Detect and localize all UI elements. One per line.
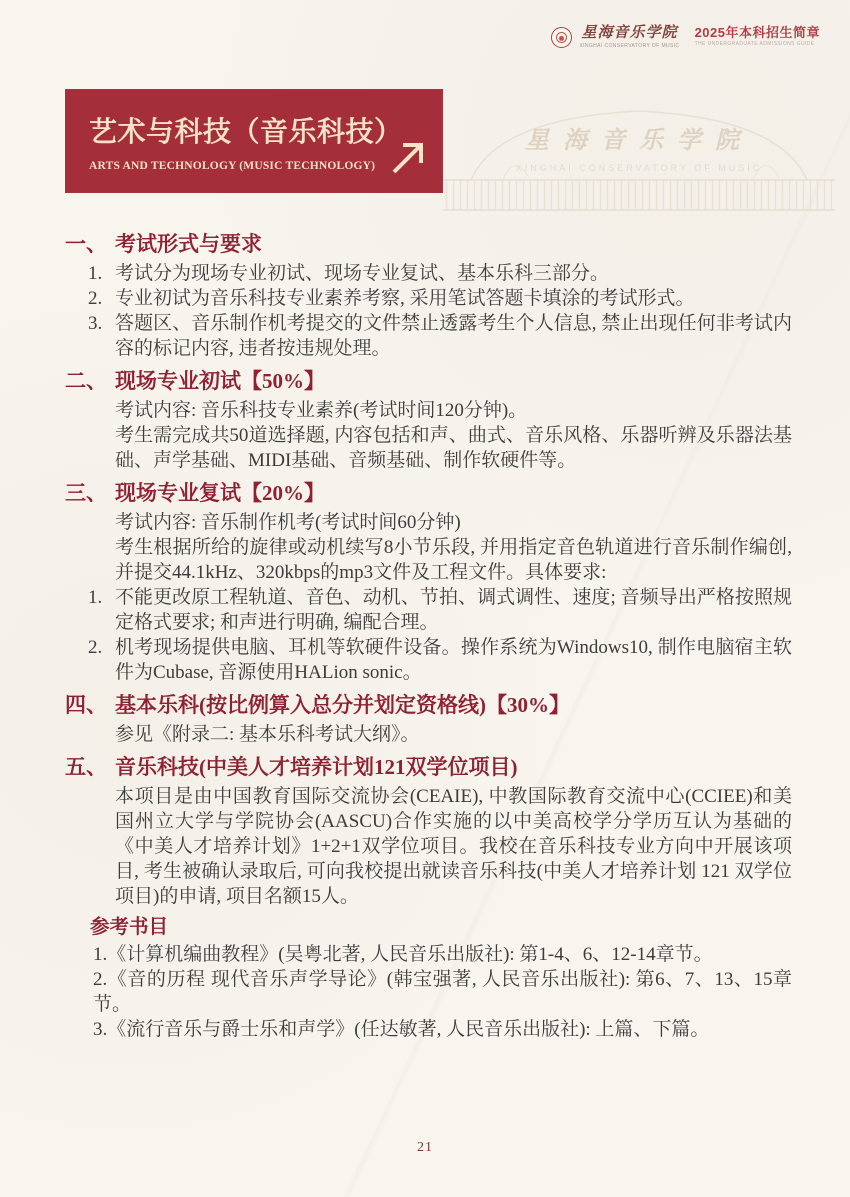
list-item <box>88 261 792 286</box>
watermark-school-name: 星海音乐学院 <box>525 128 753 154</box>
list-text: 答题区、音乐制作机考提交的文件禁止透露考生个人信息, 禁止出现任何非考试内容的标记内容, 违者按违规处理。 <box>115 313 792 359</box>
page-header <box>551 26 820 49</box>
section-4-heading <box>65 692 792 719</box>
school-seal-icon <box>556 32 567 43</box>
section-number: 一、 <box>65 232 107 256</box>
school-name-en: XINGHAI CONSERVATORY OF MUSIC <box>579 43 680 49</box>
major-title: 艺术与科技（音乐科技） <box>89 117 403 148</box>
list-text: 不能更改原工程轨道、音色、动机、节拍、调式调性、速度; 音频导出严格按照规定格式要求; 和声进行明确, 编配合理。 <box>115 587 792 633</box>
section-2-heading <box>65 368 792 395</box>
paragraph: 考试内容: 音乐制作机考(考试时间60分钟) <box>115 512 461 533</box>
section-title: 现场专业复试【20%】 <box>115 481 325 505</box>
list-text: 机考现场提供电脑、耳机等软硬件设备。操作系统为Windows10, 制作电脑宿主软件为Cubase, 音源使用HALion sonic。 <box>115 637 792 683</box>
section-number: 三、 <box>65 481 107 505</box>
list-text: 专业初试为音乐科技专业素养考察, 采用笔试答题卡填涂的考试形式。 <box>115 288 695 309</box>
list-item <box>88 311 792 361</box>
arrow-up-right-icon <box>389 139 427 177</box>
reference-item: 2.《音的历程 现代音乐声学导论》(韩宝强著, 人民音乐出版社): 第6、7、13、15章节。 <box>93 969 792 1015</box>
paragraph: 本项目是由中国教育国际交流协会(CEAIE), 中教国际教育交流中心(CCIEE)和美国州立大学与学院协会(AASCU)合作实施的以中美高校学分学历互认为基础的《中美人才培养计划》1+2+1双学位项目。我校在音乐科技专业方向中开展该项目, 考生被确认录取后, 可向我校提出就读音乐科技(中美人才培养计划 121 双学位项目)的申请, 项目名额15人。 <box>115 786 792 907</box>
paragraph: 参见《附录二: 基本乐科考试大纲》。 <box>115 724 420 745</box>
references-heading: 参考书目 <box>90 917 169 938</box>
reference-item: 3.《流行音乐与爵士乐和声学》(任达敏著, 人民音乐出版社): 上篇、下篇。 <box>93 1019 710 1040</box>
school-logo-icon <box>551 27 572 48</box>
list-marker: 1. <box>88 263 103 284</box>
list-item <box>88 635 792 685</box>
paragraph: 考生需完成共50道选择题, 内容包括和声、曲式、音乐风格、乐器听辨及乐器法基础、声学基础、MIDI基础、音频基础、制作软硬件等。 <box>115 425 792 471</box>
section-title: 音乐科技(中美人才培养计划121双学位项目) <box>115 755 518 779</box>
paragraph: 考生根据所给的旋律或动机续写8小节乐段, 并用指定音色轨道进行音乐制作编创, 并提交44.1kHz、320kbps的mp3文件及工程文件。具体要求: <box>115 537 792 583</box>
paragraph: 考试内容: 音乐科技专业素养(考试时间120分钟)。 <box>115 400 528 421</box>
list-marker: 3. <box>88 313 103 334</box>
guide-title: 2025年本科招生简章 <box>694 25 820 40</box>
section-number: 二、 <box>65 369 107 393</box>
document-body <box>65 231 792 1042</box>
guide-title-en: THE UNDERGRADUATE ADMISSIONS GUIDE <box>694 41 815 47</box>
school-name-block <box>579 26 679 49</box>
school-name: 星海音乐学院 <box>581 25 678 41</box>
page-number: 21 <box>417 1140 433 1155</box>
list-item <box>88 585 792 635</box>
reference-item: 1.《计算机编曲教程》(吴粤北著, 人民音乐出版社): 第1-4、6、12-14章节。 <box>93 944 713 965</box>
list-text: 考试分为现场专业初试、现场专业复试、基本乐科三部分。 <box>115 263 610 284</box>
section-title: 考试形式与要求 <box>115 232 262 256</box>
section-3-heading <box>65 480 792 507</box>
list-marker: 1. <box>88 587 103 608</box>
section-1-heading <box>65 231 792 258</box>
watermark-school-name-en: XINGHAI CONSERVATORY OF MUSIC <box>515 163 763 173</box>
list-item <box>88 286 792 311</box>
section-5-heading <box>65 754 792 781</box>
list-marker: 2. <box>88 288 103 309</box>
major-title-en: ARTS AND TECHNOLOGY (MUSIC TECHNOLOGY) <box>89 160 376 172</box>
section-number: 五、 <box>65 755 107 779</box>
major-banner <box>65 89 443 193</box>
campus-gate-watermark <box>443 84 835 214</box>
list-marker: 2. <box>88 637 103 658</box>
guide-title-block <box>695 26 820 47</box>
section-title: 基本乐科(按比例算入总分并划定资格线)【30%】 <box>115 693 570 717</box>
section-title: 现场专业初试【50%】 <box>115 369 325 393</box>
section-number: 四、 <box>65 693 107 717</box>
